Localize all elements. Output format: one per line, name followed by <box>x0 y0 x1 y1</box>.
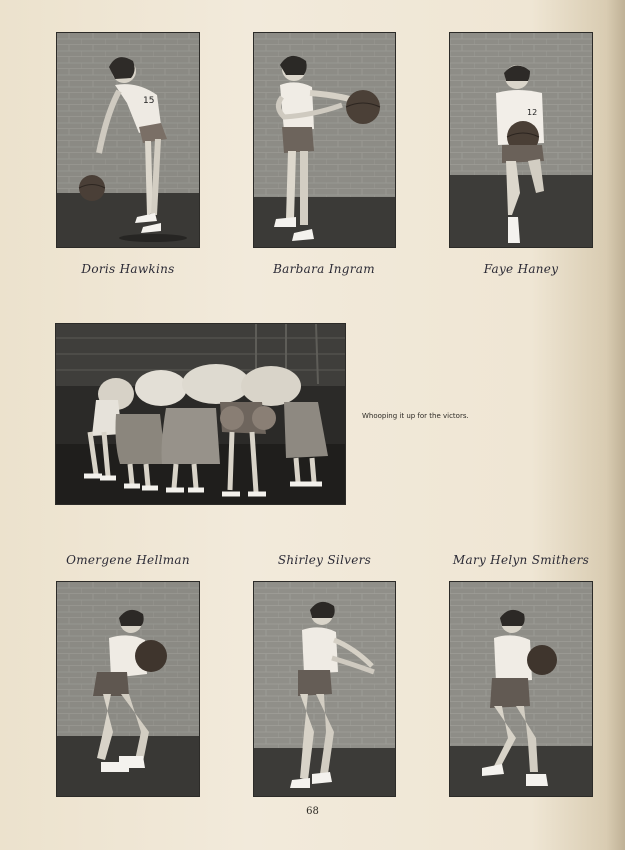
signature-barbara-ingram: Barbara Ingram <box>273 262 375 276</box>
page-number: 68 <box>306 806 319 817</box>
signature-doris-hawkins: Doris Hawkins <box>81 262 175 276</box>
group-huddle-photo <box>56 324 345 504</box>
player-photo-barbara-ingram <box>254 33 395 247</box>
player-photo-mary-helyn-smithers <box>450 582 592 796</box>
player-photo-shirley-silvers <box>254 582 395 796</box>
signature-mary-helyn-smithers: Mary Helyn Smithers <box>452 553 590 567</box>
signature-omergene-hellman: Omergene Hellman <box>66 553 190 567</box>
player-photo-doris-hawkins <box>57 33 199 247</box>
jersey-number-12: 12 <box>527 108 538 117</box>
player-photo-omergene-hellman <box>57 582 199 796</box>
jersey-number-15: 15 <box>143 96 155 106</box>
player-photo-faye-haney <box>450 33 592 247</box>
signature-shirley-silvers: Shirley Silvers <box>277 553 372 567</box>
signature-faye-haney: Faye Haney <box>483 262 559 276</box>
photo-caption: Whooping it up for the victors. <box>362 412 469 420</box>
